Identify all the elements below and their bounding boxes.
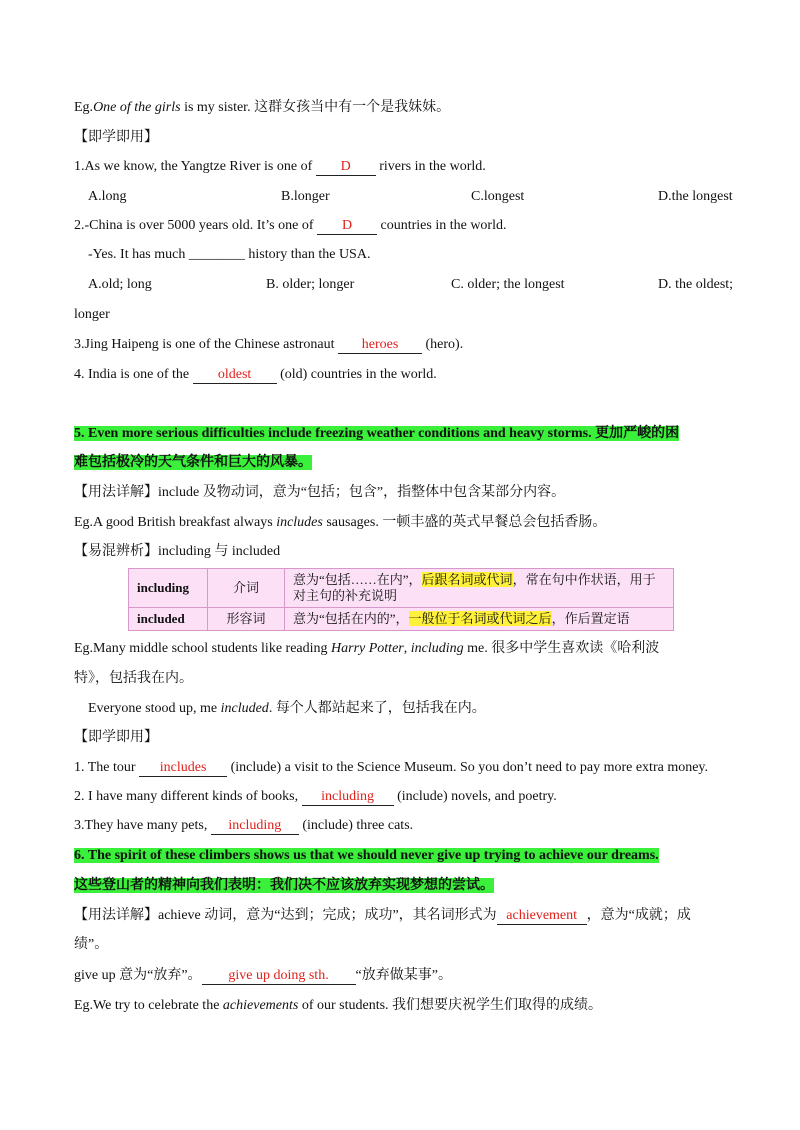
- usage-include: 【用法详解】include 及物动词，意为“包括；包含”，指整体中包含某部分内容。: [74, 485, 566, 500]
- comparison-table: [128, 568, 674, 631]
- table-row: [129, 569, 674, 608]
- answer-blank[interactable]: D: [317, 218, 377, 235]
- key-sentence-5-translation: 难包括极冷的天气条件和巨大的风暴。: [74, 455, 312, 470]
- option-a[interactable]: A.long: [88, 189, 127, 204]
- table-cell-word: included: [129, 608, 208, 631]
- practice-1: 1. The tour includes (include) a visit to the Science Museum. So you don’t need to pay more extra money.: [74, 760, 709, 775]
- question-1: 1.As we know, the Yangtze River is one of D rivers in the world.: [74, 159, 486, 174]
- option-c[interactable]: C. older; the longest: [451, 277, 565, 292]
- question-4: 4. India is one of the oldest (old) countries in the world.: [74, 367, 437, 382]
- answer-blank[interactable]: D: [316, 159, 376, 176]
- answer-blank[interactable]: give up doing sth.: [202, 968, 356, 985]
- example-everyone: Everyone stood up, me included. 每个人都站起来了，包括我在内。: [88, 701, 486, 716]
- example-harry-potter-cont: 特》，包括我在内。: [74, 671, 193, 686]
- practice-heading: 【即学即用】: [74, 130, 158, 145]
- practice-heading-2: 【即学即用】: [74, 730, 158, 745]
- answer-blank[interactable]: achievement: [497, 908, 587, 925]
- practice-2: 2. I have many different kinds of books, including (include) novels, and poetry.: [74, 789, 557, 804]
- table-cell-pos: 形容词: [208, 608, 285, 631]
- answer-blank[interactable]: including: [211, 818, 299, 835]
- example-harry-potter: Eg.Many middle school students like reading Harry Potter, including me. 很多中学生喜欢读《哈利波: [74, 641, 660, 656]
- key-sentence-6: 6. The spirit of these climbers shows us that we should never give up trying to achieve our dreams.: [74, 848, 659, 863]
- example-breakfast: Eg.A good British breakfast always includes sausages. 一顿丰盛的英式早餐总会包括香肠。: [74, 515, 607, 530]
- answer-blank[interactable]: oldest: [193, 367, 277, 384]
- table-cell-pos: 介词: [208, 569, 285, 608]
- example-achievements: Eg.We try to celebrate the achievements of our students. 我们想要庆祝学生们取得的成绩。: [74, 998, 603, 1013]
- answer-blank[interactable]: includes: [139, 760, 227, 777]
- option-d[interactable]: D.the longest: [658, 189, 733, 204]
- option-c[interactable]: C.longest: [471, 189, 525, 204]
- table-cell-meaning: 意为“包括……在内”，后跟名词或代词，常在句中作状语，用于对主句的补充说明: [285, 569, 674, 608]
- question-3: 3.Jing Haipeng is one of the Chinese astronaut heroes (hero).: [74, 337, 464, 352]
- practice-3: 3.They have many pets, including (include) three cats.: [74, 818, 414, 833]
- answer-blank[interactable]: including: [302, 789, 394, 806]
- question-2: 2.-China is over 5000 years old. It’s one of D countries in the world.: [74, 218, 507, 233]
- usage-achieve-cont: 绩”。: [74, 937, 109, 952]
- key-sentence-5: 5. Even more serious difficulties include freezing weather conditions and heavy storms. 更加严峻的困: [74, 426, 680, 441]
- table-row: [129, 608, 674, 631]
- table-cell-word: including: [129, 569, 208, 608]
- give-up-note: give up 意为“放弃”。 give up doing sth. “放弃做某事”。: [74, 968, 452, 983]
- option-b[interactable]: B. older; longer: [266, 277, 355, 292]
- answer-blank[interactable]: heroes: [338, 337, 422, 354]
- confusion-heading: 【易混辨析】including 与 included: [74, 544, 281, 559]
- option-a[interactable]: A.old; long: [88, 277, 152, 292]
- usage-achieve: 【用法详解】achieve 动词，意为“达到；完成；成功”，其名词形式为 achievement ，意为“成就；成: [74, 908, 691, 923]
- key-sentence-6-translation: 这些登山者的精神向我们表明：我们决不应该放弃实现梦想的尝试。: [74, 878, 494, 893]
- question-2-reply: -Yes. It has much ________ history than the USA.: [88, 247, 371, 262]
- table-cell-meaning: 意为“包括在内的”，一般位于名词或代词之后，作后置定语: [285, 608, 674, 631]
- question-2-option-overflow: longer: [74, 307, 110, 322]
- example-one-of-girls: Eg.One of the girls is my sister. 这群女孩当中有一个是我妹妹。: [74, 100, 451, 115]
- option-b[interactable]: B.longer: [281, 189, 330, 204]
- option-d[interactable]: D. the oldest;: [658, 277, 734, 292]
